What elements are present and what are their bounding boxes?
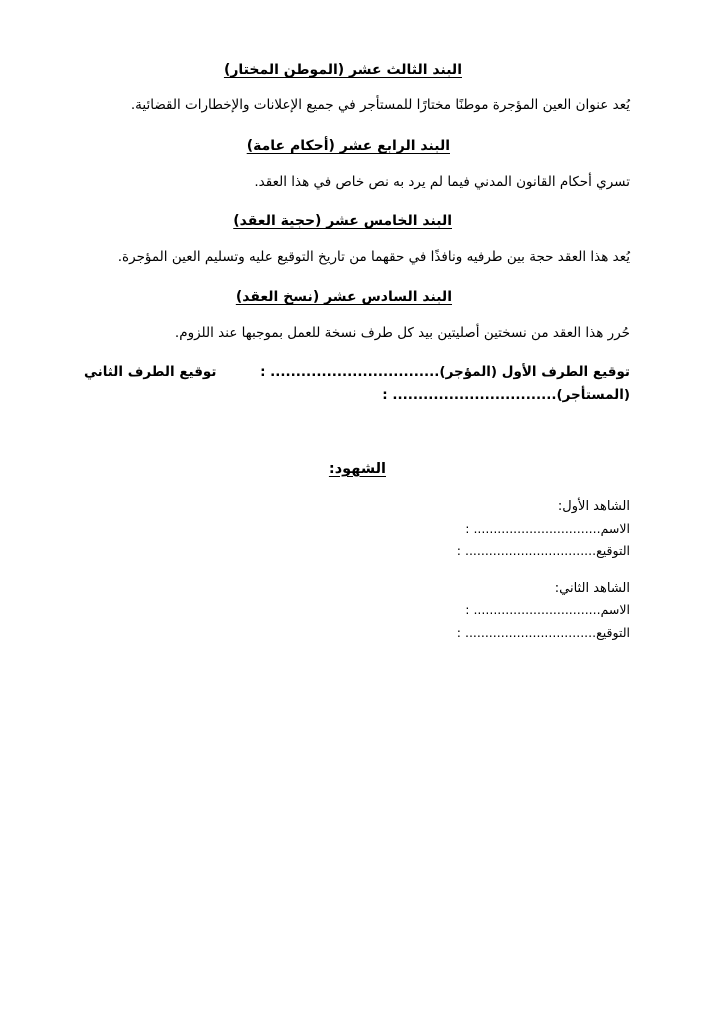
clause-13-text: يُعد عنوان العين المؤجرة موطنًا مختارًا للمستأجر في جميع الإعلانات والإخطارات القضائية. bbox=[130, 97, 630, 113]
clause-15-heading: البند الخامس عشر (حجية العقد) bbox=[233, 213, 452, 229]
first-party-signature: توقيع الطرف الأول (المؤجر)................................. : bbox=[260, 364, 630, 380]
clause-16-text: حُرر هذا العقد من نسختين أصليتين بيد كل طرف نسخة للعمل بموجبها عند اللزوم. bbox=[174, 325, 630, 341]
witnesses-title: الشهود: bbox=[328, 461, 386, 477]
witness-2-name-field: الاسم................................ : bbox=[465, 602, 630, 617]
clause-15-text: يُعد هذا العقد حجة بين طرفيه ونافذًا في حقهما من تاريخ التوقيع عليه وتسليم العين المؤجرة. bbox=[117, 249, 630, 265]
clause-14-text: تسري أحكام القانون المدني فيما لم يرد به نص خاص في هذا العقد. bbox=[254, 174, 630, 190]
witness-2-label: الشاهد الثاني: bbox=[554, 581, 630, 596]
witness-1-name-field: الاسم................................ : bbox=[465, 521, 630, 536]
clause-14-heading: البند الرابع عشر (أحكام عامة) bbox=[246, 138, 450, 154]
witness-1-signature-field: التوقيع................................. : bbox=[456, 543, 630, 558]
witness-1-label: الشاهد الأول: bbox=[557, 499, 630, 514]
witness-2-signature-field: التوقيع................................. : bbox=[456, 625, 630, 640]
second-party-signature-label: توقيع الطرف الثاني bbox=[84, 364, 217, 380]
second-party-signature-line: (المستأجر)................................ : bbox=[382, 387, 630, 403]
clause-13-heading: البند الثالث عشر (الموطن المختار) bbox=[223, 62, 462, 78]
clause-16-heading: البند السادس عشر (نسخ العقد) bbox=[235, 289, 452, 305]
